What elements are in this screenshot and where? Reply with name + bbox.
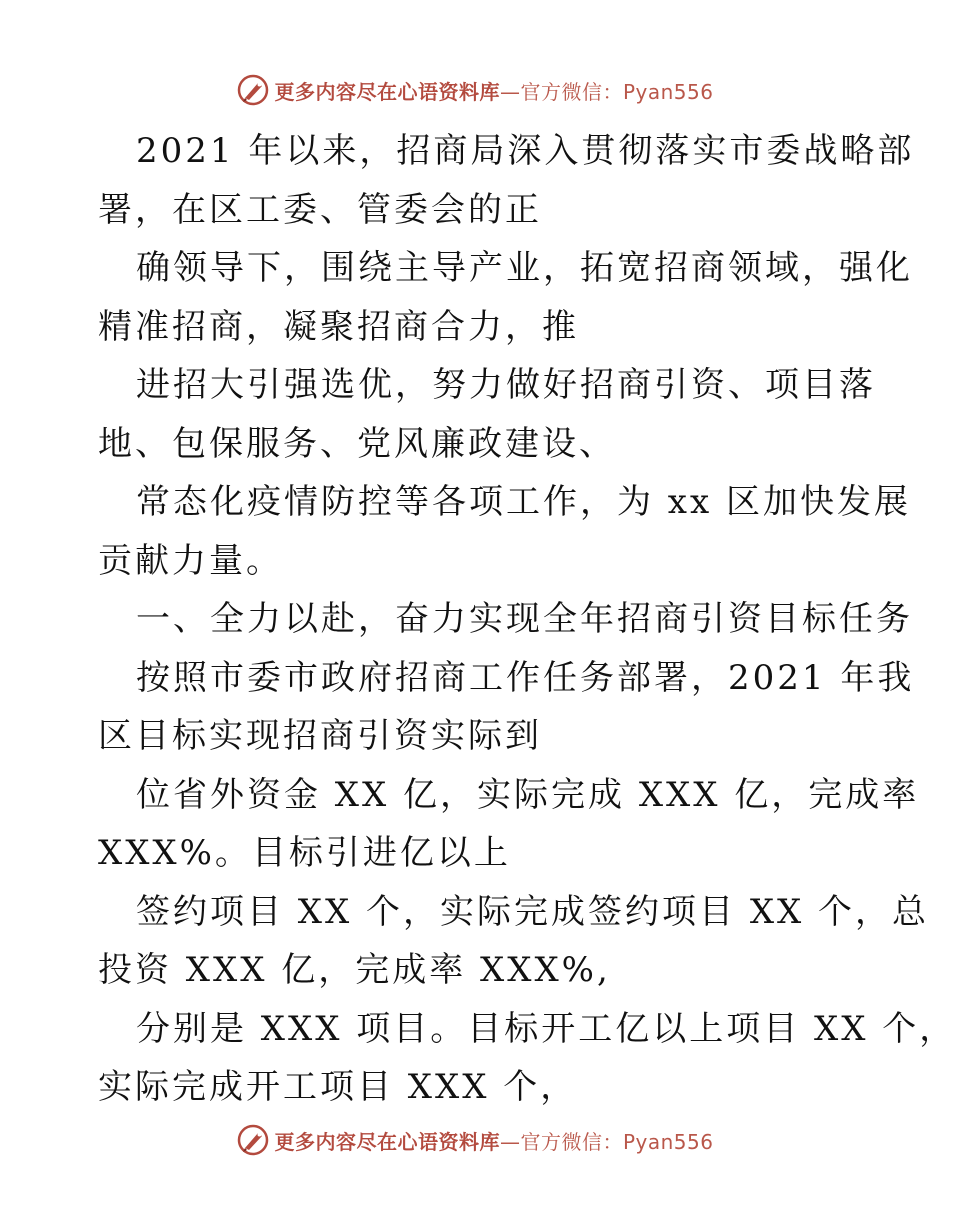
text-line: 分别是 XXX 项目。目标开工亿以上项目 XX 个， (136, 1008, 956, 1049)
text-line: XXX%。目标引进亿以上 (98, 833, 511, 873)
watermark-rest-text: —官方微信：Pyan556 (499, 1129, 714, 1154)
document-body (98, 122, 956, 1117)
pen-logo-icon (236, 1123, 270, 1157)
text-line: 2021 年以来，招商局深入贯彻落实市委战略部 (136, 131, 915, 171)
watermark-bold-text: 更多内容尽在心语资料库 (274, 79, 500, 104)
text-line: 区目标实现招商引资实际到 (98, 716, 542, 756)
text-line: 地、包保服务、党风廉政建设、 (98, 423, 616, 464)
text-line: 精准招商，凝聚招商合力，推 (98, 306, 579, 347)
pen-logo-icon (236, 73, 270, 107)
text-line: 按照市委市政府招商工作任务部署，2021 年我 (136, 657, 915, 698)
watermark-bold-text: 更多内容尽在心语资料库 (274, 1129, 500, 1154)
watermark-rest-text: —官方微信：Pyan556 (499, 79, 714, 104)
text-line: 位省外资金 XX 亿，实际完成 XXX 亿，完成率 (136, 774, 920, 815)
header-watermark (0, 70, 950, 110)
text-line: 确领导下，围绕主导产业，拓宽招商领域，强化 (136, 248, 913, 288)
text-line: 署，在区工委、管委会的正 (98, 189, 542, 230)
text-line: 投资 XXX 亿，完成率 XXX%, (98, 950, 611, 990)
watermark-text (274, 1126, 713, 1155)
text-line: 贡献力量。 (98, 540, 283, 581)
text-line: 签约项目 XX 个，实际完成签约项目 XX 个，总 (136, 891, 930, 932)
section-heading: 一、全力以赴，奋力实现全年招商引资目标任务 (136, 599, 913, 639)
text-line: 常态化疫情防控等各项工作，为 xx 区加快发展 (136, 482, 911, 522)
footer-watermark (0, 1120, 950, 1160)
watermark-text (274, 76, 713, 105)
text-line: 进招大引强选优，努力做好招商引资、项目落 (136, 365, 876, 405)
text-line: 实际完成开工项目 XXX 个， (98, 1067, 578, 1107)
